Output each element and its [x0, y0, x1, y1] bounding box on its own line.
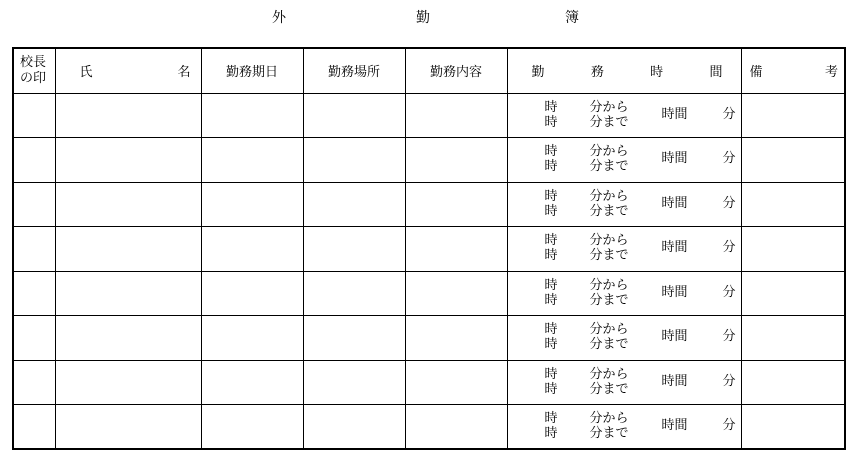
- header-time-d: 間: [709, 65, 723, 81]
- header-duty-time: [507, 48, 741, 93]
- duty-date-cell[interactable]: [201, 182, 303, 226]
- hours-total-label: 時間: [661, 240, 688, 256]
- minutes-total-label: 分: [722, 418, 736, 434]
- duty-place-cell[interactable]: [303, 93, 405, 137]
- hour-to-label: 時: [544, 203, 558, 219]
- duty-place-cell[interactable]: [303, 227, 405, 271]
- stamp-cell[interactable]: [13, 93, 55, 137]
- duty-date-cell[interactable]: [201, 316, 303, 360]
- header-name-b: 名: [177, 65, 191, 81]
- duty-time-cell: [507, 316, 741, 360]
- table-row: [13, 360, 845, 404]
- duty-content-cell[interactable]: [405, 360, 507, 404]
- minute-to-label: 分まで: [589, 114, 629, 130]
- minutes-total-label: 分: [722, 106, 736, 122]
- name-cell[interactable]: [55, 227, 201, 271]
- table-row: [13, 271, 845, 315]
- remarks-cell[interactable]: [741, 360, 845, 404]
- hour-from-label: 時: [544, 188, 558, 204]
- hour-from-label: 時: [544, 233, 558, 249]
- duty-time-cell: [507, 271, 741, 315]
- minutes-total-label: 分: [722, 151, 736, 167]
- hour-from-label: 時: [544, 277, 558, 293]
- duty-content-cell[interactable]: [405, 227, 507, 271]
- name-cell[interactable]: [55, 316, 201, 360]
- stamp-cell[interactable]: [13, 227, 55, 271]
- minute-from-label: 分から: [589, 99, 629, 115]
- duty-place-cell[interactable]: [303, 316, 405, 360]
- minutes-total-label: 分: [722, 329, 736, 345]
- hours-total-label: 時間: [661, 329, 688, 345]
- remarks-cell[interactable]: [741, 93, 845, 137]
- hour-to-label: 時: [544, 381, 558, 397]
- table-row: [13, 138, 845, 182]
- hour-to-label: 時: [544, 337, 558, 353]
- duty-date-cell[interactable]: [201, 360, 303, 404]
- duty-date-cell[interactable]: [201, 138, 303, 182]
- name-cell[interactable]: [55, 138, 201, 182]
- minute-from-label: 分から: [589, 144, 629, 160]
- header-duty-date-label: 勤務期日: [225, 65, 278, 81]
- duty-place-cell[interactable]: [303, 271, 405, 315]
- header-principal-stamp: [13, 48, 55, 93]
- stamp-cell[interactable]: [13, 138, 55, 182]
- duty-content-cell[interactable]: [405, 316, 507, 360]
- duty-content-cell[interactable]: [405, 405, 507, 449]
- name-cell[interactable]: [55, 360, 201, 404]
- minute-to-label: 分まで: [589, 381, 629, 397]
- stamp-cell[interactable]: [13, 405, 55, 449]
- duty-content-cell[interactable]: [405, 271, 507, 315]
- duty-date-cell[interactable]: [201, 93, 303, 137]
- duty-time-cell: [507, 138, 741, 182]
- minute-from-label: 分から: [589, 411, 629, 427]
- minute-from-label: 分から: [589, 233, 629, 249]
- remarks-cell[interactable]: [741, 271, 845, 315]
- name-cell[interactable]: [55, 93, 201, 137]
- hours-total-label: 時間: [661, 418, 688, 434]
- remarks-cell[interactable]: [741, 227, 845, 271]
- name-cell[interactable]: [55, 182, 201, 226]
- header-duty-date: [201, 48, 303, 93]
- minute-to-label: 分まで: [589, 203, 629, 219]
- minute-from-label: 分から: [589, 188, 629, 204]
- hour-from-label: 時: [544, 366, 558, 382]
- header-duty-place: [303, 48, 405, 93]
- minutes-total-label: 分: [722, 195, 736, 211]
- header-name-a: 氏: [79, 65, 93, 81]
- duty-date-cell[interactable]: [201, 405, 303, 449]
- header-time-b: 務: [590, 65, 604, 81]
- hour-from-label: 時: [544, 99, 558, 115]
- header-name: [55, 48, 201, 93]
- hours-total-label: 時間: [661, 106, 688, 122]
- remarks-cell[interactable]: [741, 316, 845, 360]
- header-duty-content-label: 勤務内容: [429, 65, 482, 81]
- table-row: [13, 405, 845, 449]
- header-time-a: 勤: [531, 65, 545, 81]
- duty-content-cell[interactable]: [405, 182, 507, 226]
- hour-to-label: 時: [544, 292, 558, 308]
- table-row: [13, 93, 845, 137]
- title-char-3: 簿: [565, 10, 579, 26]
- table-header-row: [13, 48, 845, 93]
- stamp-cell[interactable]: [13, 182, 55, 226]
- hour-to-label: 時: [544, 248, 558, 264]
- header-stamp-line1: 校長: [20, 54, 47, 70]
- title-char-1: 外: [272, 10, 286, 26]
- duty-place-cell[interactable]: [303, 138, 405, 182]
- remarks-cell[interactable]: [741, 138, 845, 182]
- minute-to-label: 分まで: [589, 159, 629, 175]
- duty-time-cell: [507, 182, 741, 226]
- header-stamp-line2: の印: [20, 70, 47, 86]
- hours-total-label: 時間: [661, 284, 688, 300]
- duty-content-cell[interactable]: [405, 93, 507, 137]
- name-cell[interactable]: [55, 271, 201, 315]
- duty-place-cell[interactable]: [303, 360, 405, 404]
- minute-to-label: 分まで: [589, 426, 629, 442]
- hour-from-label: 時: [544, 144, 558, 160]
- table-row: [13, 227, 845, 271]
- header-time-c: 時: [650, 65, 664, 81]
- document-title: [0, 8, 855, 28]
- hours-total-label: 時間: [661, 373, 688, 389]
- minutes-total-label: 分: [722, 284, 736, 300]
- hour-to-label: 時: [544, 426, 558, 442]
- table-row: [13, 182, 845, 226]
- duty-time-cell: [507, 405, 741, 449]
- remarks-cell[interactable]: [741, 182, 845, 226]
- minute-to-label: 分まで: [589, 337, 629, 353]
- minute-to-label: 分まで: [589, 292, 629, 308]
- duty-time-cell: [507, 360, 741, 404]
- duty-time-cell: [507, 93, 741, 137]
- minute-from-label: 分から: [589, 322, 629, 338]
- header-remarks: [741, 48, 845, 93]
- minutes-total-label: 分: [722, 373, 736, 389]
- remarks-cell[interactable]: [741, 405, 845, 449]
- hour-to-label: 時: [544, 159, 558, 175]
- duty-content-cell[interactable]: [405, 138, 507, 182]
- header-note-b: 考: [824, 65, 838, 81]
- stamp-cell[interactable]: [13, 271, 55, 315]
- duty-log-table: [12, 47, 846, 450]
- hours-total-label: 時間: [661, 195, 688, 211]
- stamp-cell[interactable]: [13, 360, 55, 404]
- minute-from-label: 分から: [589, 366, 629, 382]
- header-note-a: 備: [749, 65, 763, 81]
- title-char-2: 勤: [416, 10, 430, 26]
- duty-place-cell[interactable]: [303, 182, 405, 226]
- duty-date-cell[interactable]: [201, 227, 303, 271]
- duty-time-cell: [507, 227, 741, 271]
- header-duty-content: [405, 48, 507, 93]
- minutes-total-label: 分: [722, 240, 736, 256]
- hour-from-label: 時: [544, 411, 558, 427]
- table-row: [13, 316, 845, 360]
- name-cell[interactable]: [55, 405, 201, 449]
- header-duty-place-label: 勤務場所: [327, 65, 380, 81]
- hour-to-label: 時: [544, 114, 558, 130]
- hour-from-label: 時: [544, 322, 558, 338]
- minute-from-label: 分から: [589, 277, 629, 293]
- minute-to-label: 分まで: [589, 248, 629, 264]
- hours-total-label: 時間: [661, 151, 688, 167]
- duty-date-cell[interactable]: [201, 271, 303, 315]
- stamp-cell[interactable]: [13, 316, 55, 360]
- duty-place-cell[interactable]: [303, 405, 405, 449]
